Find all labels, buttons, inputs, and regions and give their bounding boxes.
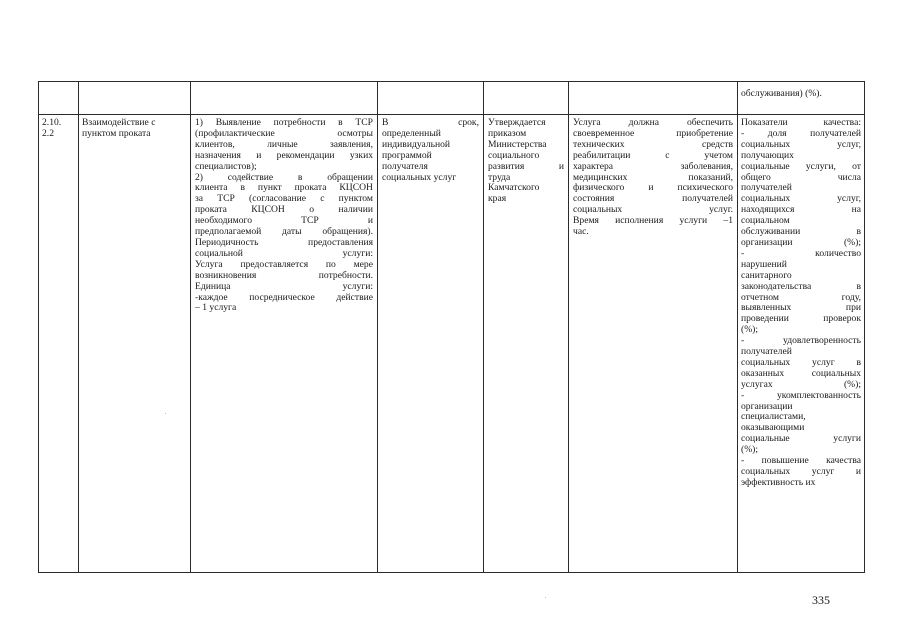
approval-cell-line: края [488, 193, 507, 205]
service-content-cell-line: Периодичность предоставления [195, 236, 373, 248]
prev-row-quality-tail [741, 89, 861, 100]
quality-indicators-cell-line: - повышение качества [741, 455, 861, 467]
service-term-cell-line: программой [382, 149, 432, 161]
conditions-cell-line: характера заболевания, [573, 160, 733, 172]
quality-indicators-cell-line: социальных услуг в [741, 356, 861, 368]
quality-indicators-cell-line: находящихся на [741, 204, 861, 216]
service-name-cell-line: пунктом проката [82, 127, 151, 139]
conditions-cell-line: реабилитации с учетом [573, 149, 733, 161]
quality-indicators-cell-line: социальных услуг и [741, 466, 861, 477]
service-term-cell-line: определенный [382, 127, 441, 139]
quality-indicators-cell-line: организации (%); [741, 236, 861, 248]
scan-speck [165, 413, 166, 414]
quality-indicators-cell-line: социальные услуги, от [741, 160, 861, 172]
approval-cell-line: приказом [488, 127, 527, 139]
conditions-cell-line: технических средств [573, 138, 733, 150]
quality-indicators-cell-line: социальном [741, 215, 790, 227]
service-content-cell-line: за ТСР (согласование с пунктом [195, 193, 373, 205]
quality-indicators-cell-line: - укомплектованность [741, 389, 861, 401]
approval-cell-line: Министерства [488, 138, 547, 150]
quality-indicators-cell-line: социальные услуги [741, 433, 861, 445]
quality-indicators-cell-line: отчетном году, [741, 291, 861, 303]
conditions-cell-line: социальных услуг. [573, 204, 733, 216]
quality-indicators-cell-line: организации [741, 400, 793, 412]
quality-indicators-cell-line: оказанных социальных [741, 367, 861, 379]
conditions-cell-line: своевременное приобретение [573, 127, 733, 139]
service-term-cell-line: получателя [382, 160, 428, 172]
quality-indicators-cell-line: получателей [741, 346, 792, 358]
service-content-cell-line: необходимого ТСР и [195, 215, 373, 227]
quality-indicators-cell-line: получающих [741, 149, 794, 161]
quality-indicators-cell-line: - удовлетворенность [741, 335, 861, 347]
quality-indicators-cell-line: услугах (%); [741, 378, 861, 390]
service-content-cell-line: – 1 услуга [195, 302, 237, 314]
conditions-cell [573, 118, 733, 238]
service-content-cell-line: Единица услуги: [195, 280, 373, 292]
approval-cell-line: Утверждается [488, 118, 546, 128]
quality-indicators-cell-line: эффективность их [741, 476, 816, 488]
row-number-cell [42, 118, 76, 140]
quality-indicators-cell-line: - доля получателей [741, 127, 861, 139]
quality-indicators-cell-line: специалистами, [741, 411, 806, 423]
service-content-cell-line: клиента в пункт проката КЦСОН [195, 182, 373, 194]
quality-indicators-cell-line: санитарного [741, 269, 792, 281]
service-name-cell-line: Взаимодействие с [82, 118, 156, 128]
service-content-cell-line: (профилактические осмотры [195, 127, 373, 139]
page-number: 335 [812, 593, 830, 607]
row-number-cell-line: 2.10. [42, 118, 62, 128]
quality-indicators-cell-line: (%); [741, 324, 759, 336]
service-content-cell-line: возникновения потребности. [195, 269, 373, 281]
service-content-cell-line: предполагаемой даты обращения). [195, 226, 373, 238]
quality-indicators-cell-line: - количество [741, 247, 861, 259]
quality-indicators-cell-line: социальных услуг, [741, 138, 861, 150]
approval-cell-line: социального [488, 149, 540, 161]
approval-cell-line: развития и [488, 160, 564, 172]
conditions-cell-line: физического и психического [573, 182, 733, 194]
quality-indicators-cell [741, 118, 861, 489]
service-content-cell-line: -каждое посредническое действие [195, 291, 373, 303]
service-content-cell-line: Услуга предоставляется по мере [195, 258, 373, 270]
service-content-cell-line: специалистов); [195, 160, 257, 172]
quality-indicators-cell-line: выявленных при [741, 302, 861, 314]
service-term-cell-line: В срок, [382, 118, 479, 128]
quality-indicators-cell-line: законодательства в [741, 280, 861, 292]
service-content-cell-line: клиентов, личные заявления, [195, 138, 373, 150]
quality-indicators-cell-line: оказывающими [741, 422, 805, 434]
conditions-cell-line: час. [573, 226, 589, 238]
service-content-cell-line: проката КЦСОН о наличии [195, 204, 373, 216]
approval-cell-line: труда [488, 171, 511, 183]
service-content-cell-line: назначения и рекомендации узких [195, 149, 373, 161]
approval-cell [488, 118, 564, 205]
service-term-cell [382, 118, 479, 183]
approval-cell-line: Камчатского [488, 182, 540, 194]
quality-indicators-cell-line: (%); [741, 444, 759, 456]
quality-indicators-cell-line: обслуживании в [741, 226, 861, 238]
quality-indicators-cell-line: социальных услуг, [741, 193, 861, 205]
service-term-cell-line: социальных услуг [382, 171, 457, 183]
service-name-cell [82, 118, 188, 140]
quality-indicators-cell-line: общего числа [741, 171, 861, 183]
conditions-cell-line: Услуга должна обеспечить [573, 118, 733, 128]
row-number-cell-line: 2.2 [42, 127, 54, 139]
service-content-cell-line: 2) содействие в обращении [195, 171, 373, 183]
service-content-cell-line: социальной услуги: [195, 247, 373, 259]
quality-indicators-cell-line: проведении проверок [741, 313, 861, 325]
scan-speck [545, 597, 546, 598]
service-content-cell-line: 1) Выявление потребности в ТСР [195, 118, 373, 128]
conditions-cell-line: медицинских показаний, [573, 171, 733, 183]
service-content-cell [195, 118, 373, 314]
quality-indicators-cell-line: получателей [741, 182, 792, 194]
conditions-cell-line: Время исполнения услуги –1 [573, 215, 733, 227]
quality-indicators-cell-line: нарушений [741, 258, 787, 270]
quality-indicators-cell-line: Показатели качества: [741, 118, 861, 128]
service-term-cell-line: индивидуальной [382, 138, 451, 150]
prev-row-quality-text: обслуживания) (%). [741, 89, 822, 99]
conditions-cell-line: состояния получателей [573, 193, 733, 205]
